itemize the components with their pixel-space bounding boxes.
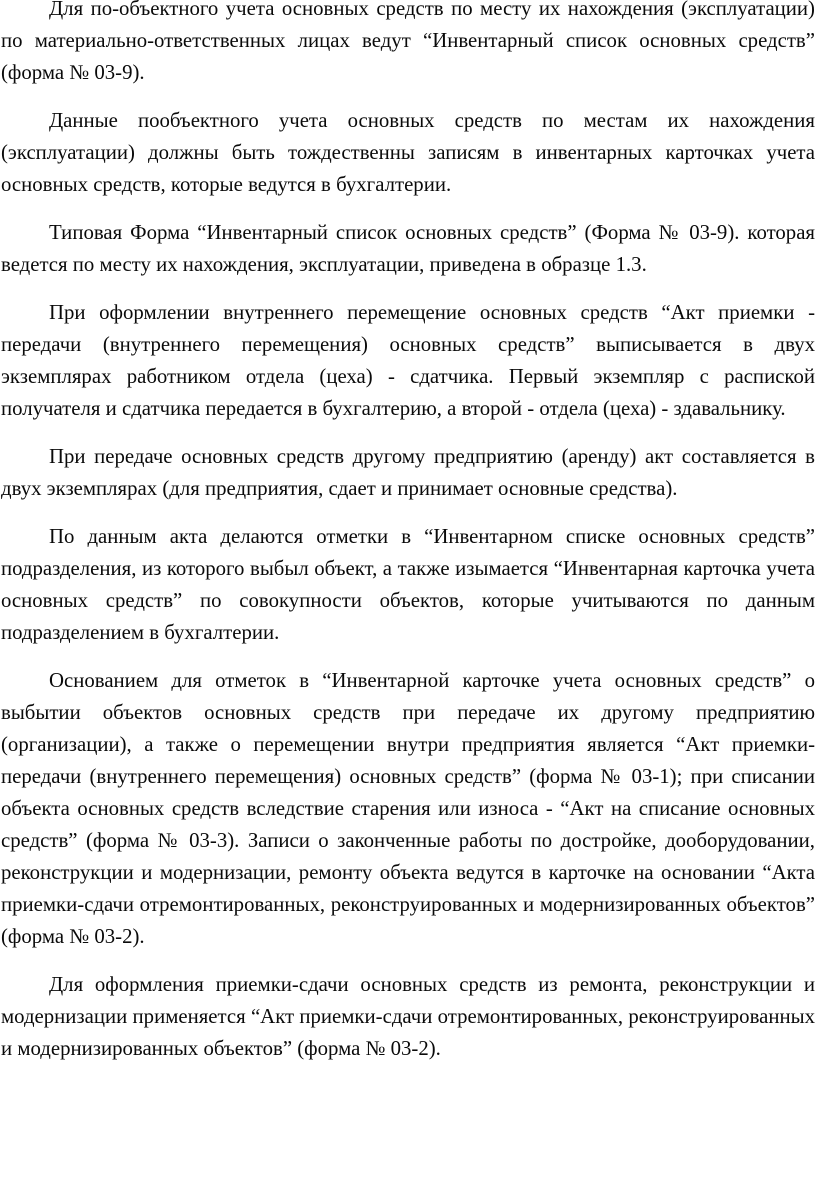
paragraph-6: По данным акта делаются отметки в “Инвентарном списке основных средств” подразделения, из которого выбыл объект, а также изымается “Инвентарная карточка учета основных средств” по совокупности объектов, которые учитываются по данным подразделением в бухгалтерии. — [1, 525, 815, 644]
paragraph-4: При оформлении внутреннего перемещение основных средств “Акт приемки - передачи (внутреннего перемещения) основных средств” выписывается в двух экземплярах работником отдела (цеха) - сдатчика. Первый экземпляр с распиской получателя и сдатчика передается в бухгалтерию, а второй - отдела (цеха) - здавальнику. — [1, 301, 815, 420]
paragraph-8: Для оформления приемки-сдачи основных средств из ремонта, реконструкции и модернизации применяется “Акт приемки-сдачи отремонтированных, реконструированных и модернизированных объектов” (форма № 03-2). — [1, 973, 815, 1060]
paragraph-3: Типовая Форма “Инвентарный список основных средств” (Форма № 03-9). которая ведется по месту их нахождения, эксплуатации, приведена в образце 1.3. — [1, 221, 815, 276]
paragraph-5: При передаче основных средств другому предприятию (аренду) акт составляется в двух экземплярах (для предприятия, сдает и принимает основные средства). — [1, 445, 815, 500]
paragraph-1: Для по-объектного учета основных средств по месту их нахождения (эксплуатации) по материально-ответственных лицах ведут “Инвентарный список основных средств” (форма № 03-9). — [1, 0, 815, 84]
paragraph-7: Основанием для отметок в “Инвентарной карточке учета основных средств” о выбытии объектов основных средств при передаче их другому предприятию (организации), а также о перемещении внутри предприятия является “Акт приемки-передачи (внутреннего перемещения) основных средств” (форма № 03-1); при списании объекта основных средств вследствие старения или износа - “Акт на списание основных средств” (форма № 03-3). Записи о законченные работы по достройке, дооборудовании, реконструкции и модернизации, ремонту объекта ведутся в карточке на основании “Акта приемки-сдачи отремонтированных, реконструированных и модернизированных объектов” (форма № 03-2). — [1, 669, 815, 948]
paragraph-2: Данные пообъектного учета основных средств по местам их нахождения (эксплуатации) должны быть тождественны записям в инвентарных карточках учета основных средств, которые ведутся в бухгалтерии. — [1, 109, 815, 196]
